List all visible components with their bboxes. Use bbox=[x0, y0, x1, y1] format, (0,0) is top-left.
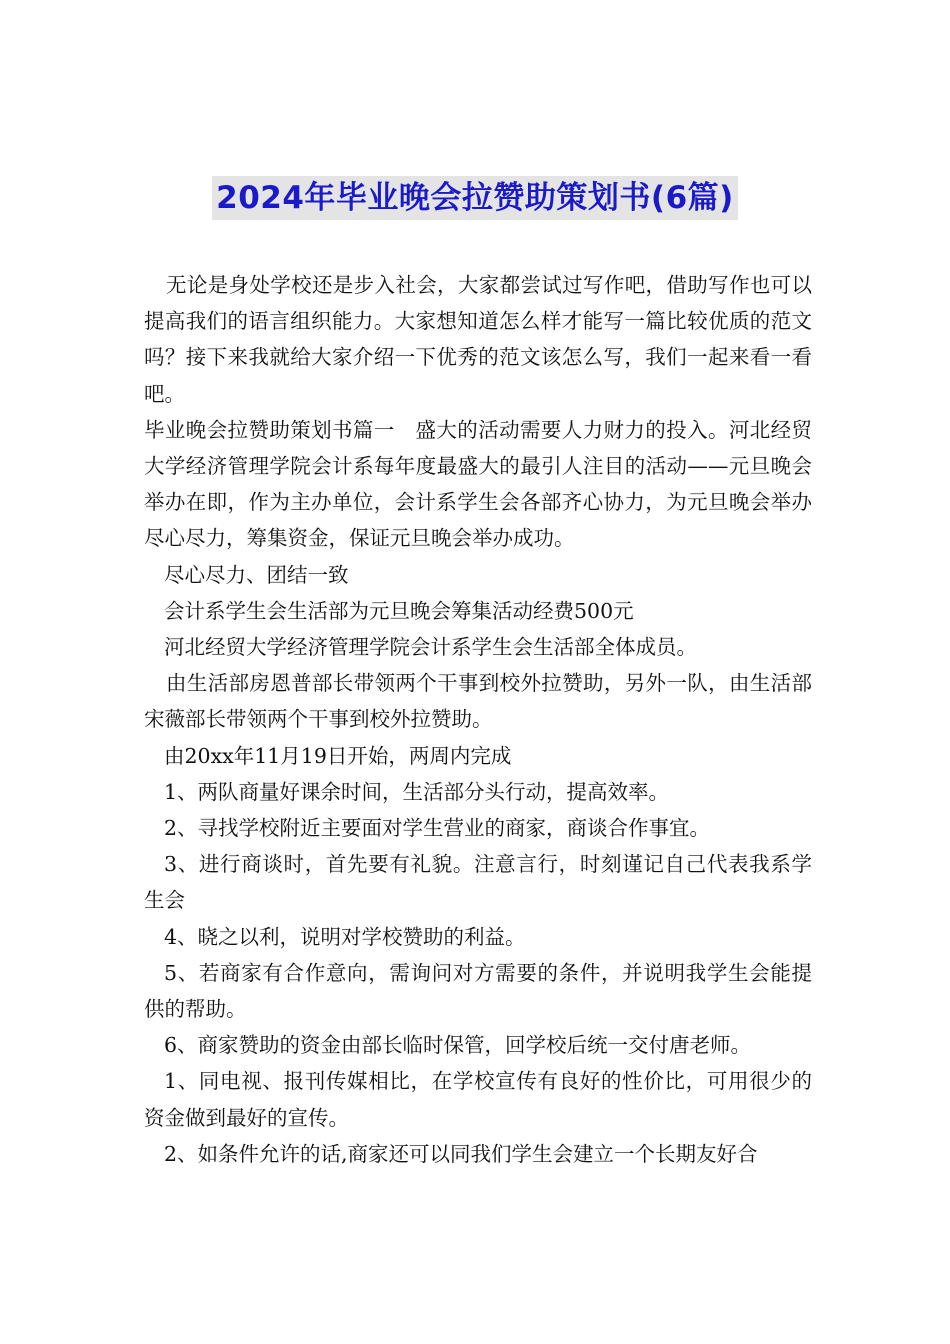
paragraph-section-one: 毕业晚会拉赞助策划书篇一 盛大的活动需要人力财力的投入。河北经贸大学经济管理学院会计系每年度最盛大的最引人注目的活动——元旦晚会举办在即，作为主办单位，会计系学生会各部齐心协力，为元旦晚会举办尽心尽力，筹集资金，保证元旦晚会举办成功。 bbox=[144, 417, 812, 551]
paragraph-theme: 尽心尽力、团结一致 bbox=[164, 562, 349, 587]
list-item: 2、如条件允许的话,商家还可以同我们学生会建立一个长期友好合 bbox=[164, 1141, 758, 1166]
list-item: 2、寻找学校附近主要面对学生营业的商家，商谈合作事宜。 bbox=[164, 816, 711, 841]
document-body bbox=[144, 267, 812, 1172]
list-item: 3、进行商谈时，首先要有礼貌。注意言行，时刻谨记自己代表我系学生会 bbox=[144, 852, 812, 913]
list-item: 1、同电视、报刊传媒相比，在学校宣传有良好的性价比，可用很少的资金做到最好的宣传。 bbox=[144, 1069, 812, 1130]
list-item: 6、商家赞助的资金由部长临时保管，回学校后统一交付唐老师。 bbox=[164, 1033, 752, 1058]
list-item: 5、若商家有合作意向，需询问对方需要的条件，并说明我学生会能提供的帮助。 bbox=[144, 960, 812, 1022]
paragraph-goal: 会计系学生会生活部为元旦晚会筹集活动经费500元 bbox=[164, 598, 634, 623]
document-title: 2024年毕业晚会拉赞助策划书(6篇) bbox=[212, 176, 738, 220]
paragraph-intro: 无论是身处学校还是步入社会，大家都尝试过写作吧，借助写作也可以提高我们的语言组织能力。大家想知道怎么样才能写一篇比较优质的范文吗？接下来我就给大家介绍一下优秀的范文该怎么写，我们一起来看一看吧。 bbox=[144, 273, 812, 406]
paragraph-teams: 由生活部房恩普部长带领两个干事到校外拉赞助，另外一队，由生活部宋薇部长带领两个干事到校外拉赞助。 bbox=[144, 671, 812, 732]
paragraph-members: 河北经贸大学经济管理学院会计系学生会生活部全体成员。 bbox=[164, 635, 697, 660]
list-item: 1、两队商量好课余时间，生活部分头行动，提高效率。 bbox=[164, 779, 670, 804]
paragraph-schedule: 由20xx年11月19日开始，两周内完成 bbox=[164, 743, 512, 768]
list-item: 4、晓之以利，说明对学校赞助的利益。 bbox=[164, 924, 526, 949]
title-container bbox=[0, 176, 950, 220]
